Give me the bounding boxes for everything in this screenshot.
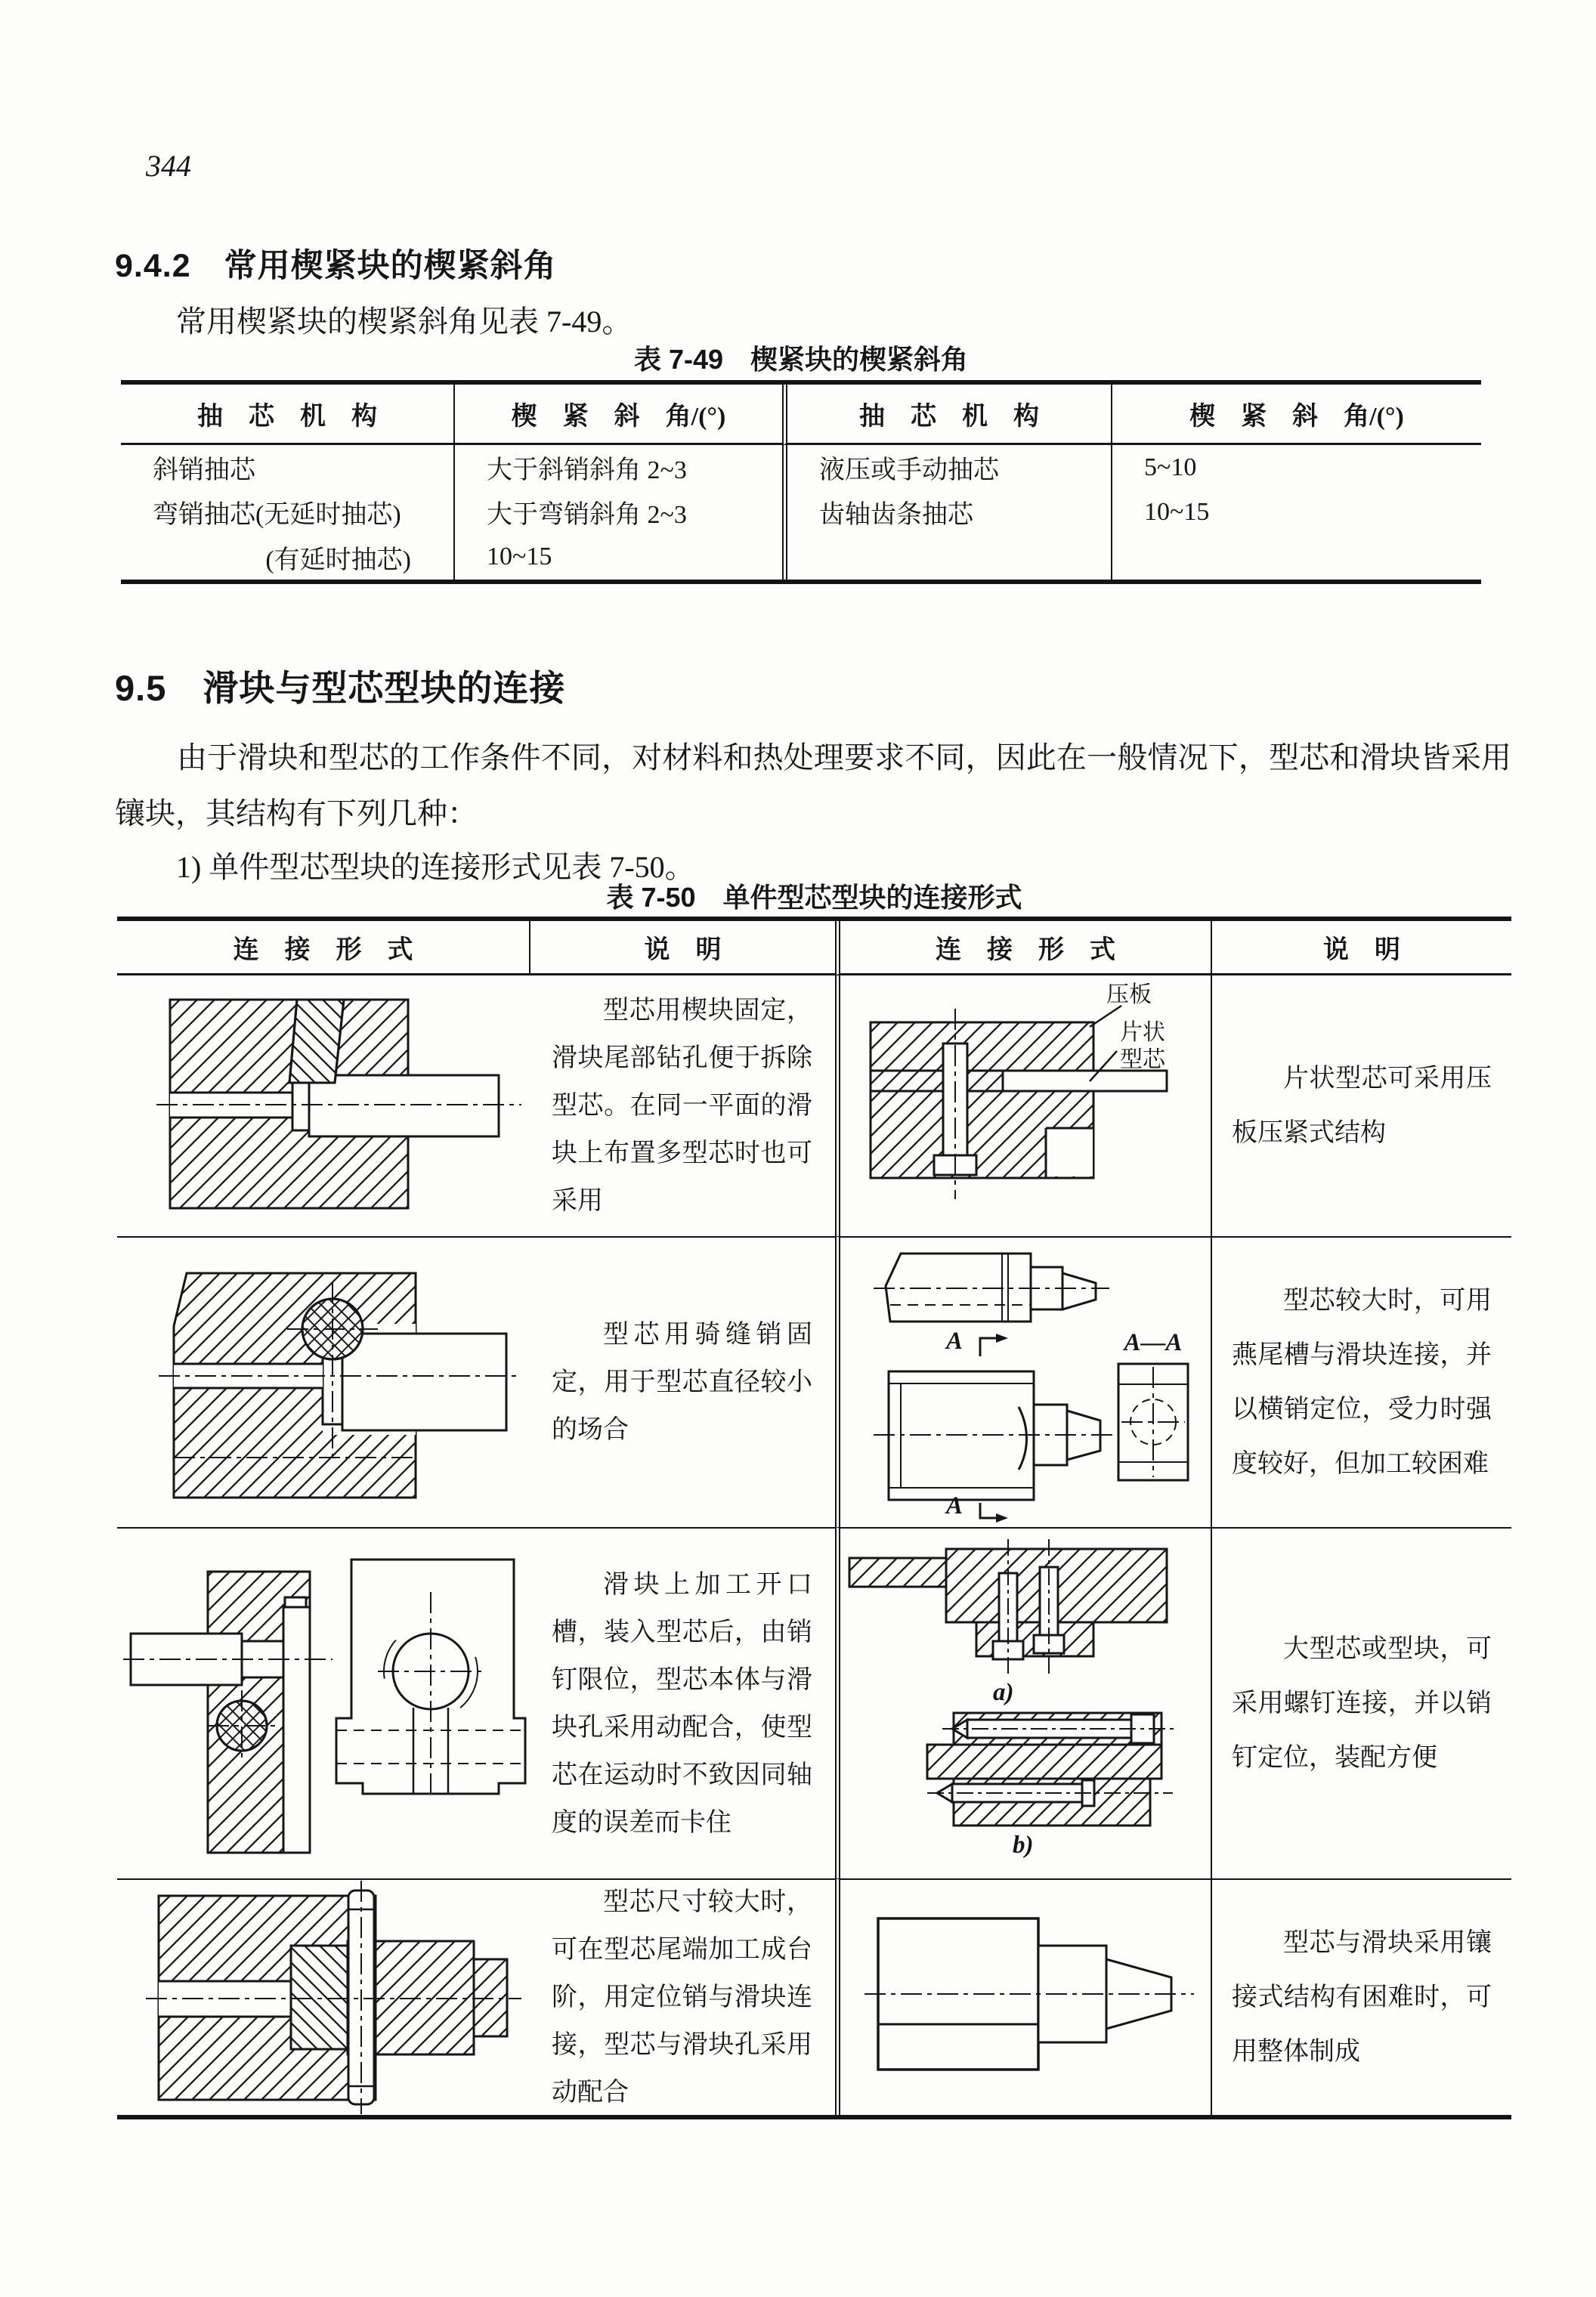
figure-screw-connection	[840, 1528, 1211, 1879]
t50-r1-right-desc-cell	[1211, 975, 1511, 1236]
t49-cell: 齿轴齿条抽芯	[782, 490, 1111, 534]
t50-r2-right-figure-cell	[835, 1236, 1211, 1527]
section-95-heading	[115, 660, 565, 711]
integral-core-drawing	[840, 1879, 1211, 2116]
label-section-aa: A—A	[1124, 1329, 1183, 1356]
label-section-a-top: A	[946, 1328, 963, 1355]
t50-header-cell: 说 明	[1211, 921, 1511, 975]
section-942-title: 常用楔紧块的楔紧斜角	[224, 248, 557, 284]
t49-cell: 弯销抽芯(无延时抽芯)	[153, 501, 401, 529]
dovetail-core-drawing	[840, 1237, 1211, 1528]
table-49-caption: 表 7-49 楔紧块的楔紧斜角	[633, 344, 969, 375]
t50-r1-right-desc: 片状型芯可采用压板压紧式结构	[1232, 1064, 1492, 1147]
t49-cell: 5~10	[1111, 445, 1481, 490]
t50-r4-right-desc-cell	[1211, 1878, 1511, 2115]
t49-cell: 10~15	[1111, 490, 1481, 534]
label-fig-b: b)	[1013, 1832, 1034, 1859]
t50-r1-right-figure-cell	[835, 975, 1211, 1236]
t50-header-cell: 说 明	[529, 921, 835, 975]
label-fig-a: a)	[993, 1679, 1014, 1706]
t49-cell: 大于斜销斜角 2~3	[453, 445, 782, 490]
t50-r2-left-desc: 型芯用骑缝销固定，用于型芯直径较小的场合	[552, 1321, 812, 1444]
figure-dovetail-core	[840, 1237, 1211, 1528]
table-49	[121, 380, 1481, 584]
section-95-title: 滑块与型芯型块的连接	[203, 668, 566, 708]
t49-cell	[782, 534, 1111, 580]
t50-r2-right-desc: 型芯较大时，可用燕尾槽与滑块连接，并以横销定位，受力时强度较好，但加工较困难	[1232, 1286, 1492, 1478]
section-95-item1: 1) 单件型芯型块的连接形式见表 7-50。	[176, 850, 695, 884]
section-942-heading	[115, 240, 557, 286]
t50-r4-right-figure-cell	[835, 1878, 1211, 2115]
section-942-number: 9.4.2	[115, 248, 191, 284]
t50-r3-right-desc-cell	[1211, 1527, 1511, 1878]
t49-header-cell: 抽 芯 机 构	[121, 385, 453, 445]
t50-r1-left-figure-cell	[117, 975, 529, 1236]
t49-header-cell: 抽 芯 机 构	[782, 385, 1111, 445]
page-number: 344	[146, 149, 191, 183]
t50-r3-right-figure-cell	[835, 1527, 1211, 1878]
t50-r2-right-desc-cell	[1211, 1236, 1511, 1527]
t50-r4-left-desc: 型芯尺寸较大时，可在型芯尾端加工成台阶，用定位销与滑块连接，型芯与滑块孔采用动配合	[552, 1888, 812, 2107]
t50-r2-left-desc-cell	[529, 1236, 835, 1527]
t50-r3-left-figure-cell	[117, 1527, 529, 1878]
t49-header-cell: 楔 紧 斜 角/(°)	[1111, 385, 1481, 445]
table-50-caption: 表 7-50 单件型芯型块的连接形式	[606, 882, 1022, 913]
figure-stepped-tail-core	[117, 1879, 529, 2116]
t50-r1-left-desc: 型芯用楔块固定，滑块尾部钻孔便于拆除型芯。在同一平面的滑块上布置多型芯时也可采用	[552, 997, 812, 1215]
t49-header-cell: 楔 紧 斜 角/(°)	[453, 385, 782, 445]
table-50	[117, 917, 1511, 2119]
figure-integral-core	[840, 1879, 1211, 2116]
label-pressure-plate: 压板	[1106, 982, 1152, 1007]
figure-wedge-fixed-core	[117, 975, 529, 1236]
section-95-number: 9.5	[115, 668, 167, 708]
t49-cell: 斜销抽芯	[153, 456, 255, 484]
t50-r3-right-desc: 大型芯或型块，可采用螺钉连接，并以销钉定位，装配方便	[1232, 1634, 1492, 1772]
screw-connection-drawing	[840, 1528, 1211, 1879]
label-section-a-bottom: A	[946, 1492, 963, 1519]
label-sheet-core: 片状型芯	[1120, 1020, 1165, 1072]
t50-header-cell: 连 接 形 式	[835, 921, 1211, 975]
pressure-plate-drawing	[840, 975, 1211, 1236]
t50-r1-left-desc-cell	[529, 975, 835, 1236]
t49-cell: 10~15	[453, 534, 782, 580]
section-95-paragraph: 由于滑块和型芯的工作条件不同，对材料和热处理要求不同，因此在一般情况下，型芯和滑块皆采用镶块，其结构有下列几种：	[115, 740, 1511, 830]
t50-r4-right-desc: 型芯与滑块采用镶接式结构有困难时，可用整体制成	[1232, 1928, 1492, 2066]
t50-header-cell: 连 接 形 式	[117, 921, 529, 975]
straddle-pin-core-drawing	[117, 1237, 529, 1528]
t49-cell: 液压或手动抽芯	[782, 445, 1111, 490]
wedge-fixed-core-drawing	[117, 975, 529, 1236]
figure-pressure-plate	[840, 975, 1211, 1236]
t50-r4-left-figure-cell	[117, 1878, 529, 2115]
section-942-intro: 常用楔紧块的楔紧斜角见表 7-49。	[176, 305, 633, 339]
open-slot-core-drawing	[117, 1528, 529, 1879]
t49-cell: (有延时抽芯)	[265, 546, 411, 574]
t50-r2-left-figure-cell	[117, 1236, 529, 1527]
t49-cell	[1111, 534, 1481, 580]
t49-cell: 大于弯销斜角 2~3	[453, 490, 782, 534]
t50-r4-left-desc-cell	[529, 1878, 835, 2115]
t50-r3-left-desc: 滑块上加工开口槽，装入型芯后，由销钉限位，型芯本体与滑块孔采用动配合，使型芯在运动时不致因同轴度的误差而卡住	[552, 1570, 812, 1837]
figure-straddle-pin-core	[117, 1237, 529, 1528]
figure-open-slot-core	[117, 1528, 529, 1879]
stepped-tail-core-drawing	[117, 1879, 529, 2116]
t50-r3-left-desc-cell	[529, 1527, 835, 1878]
